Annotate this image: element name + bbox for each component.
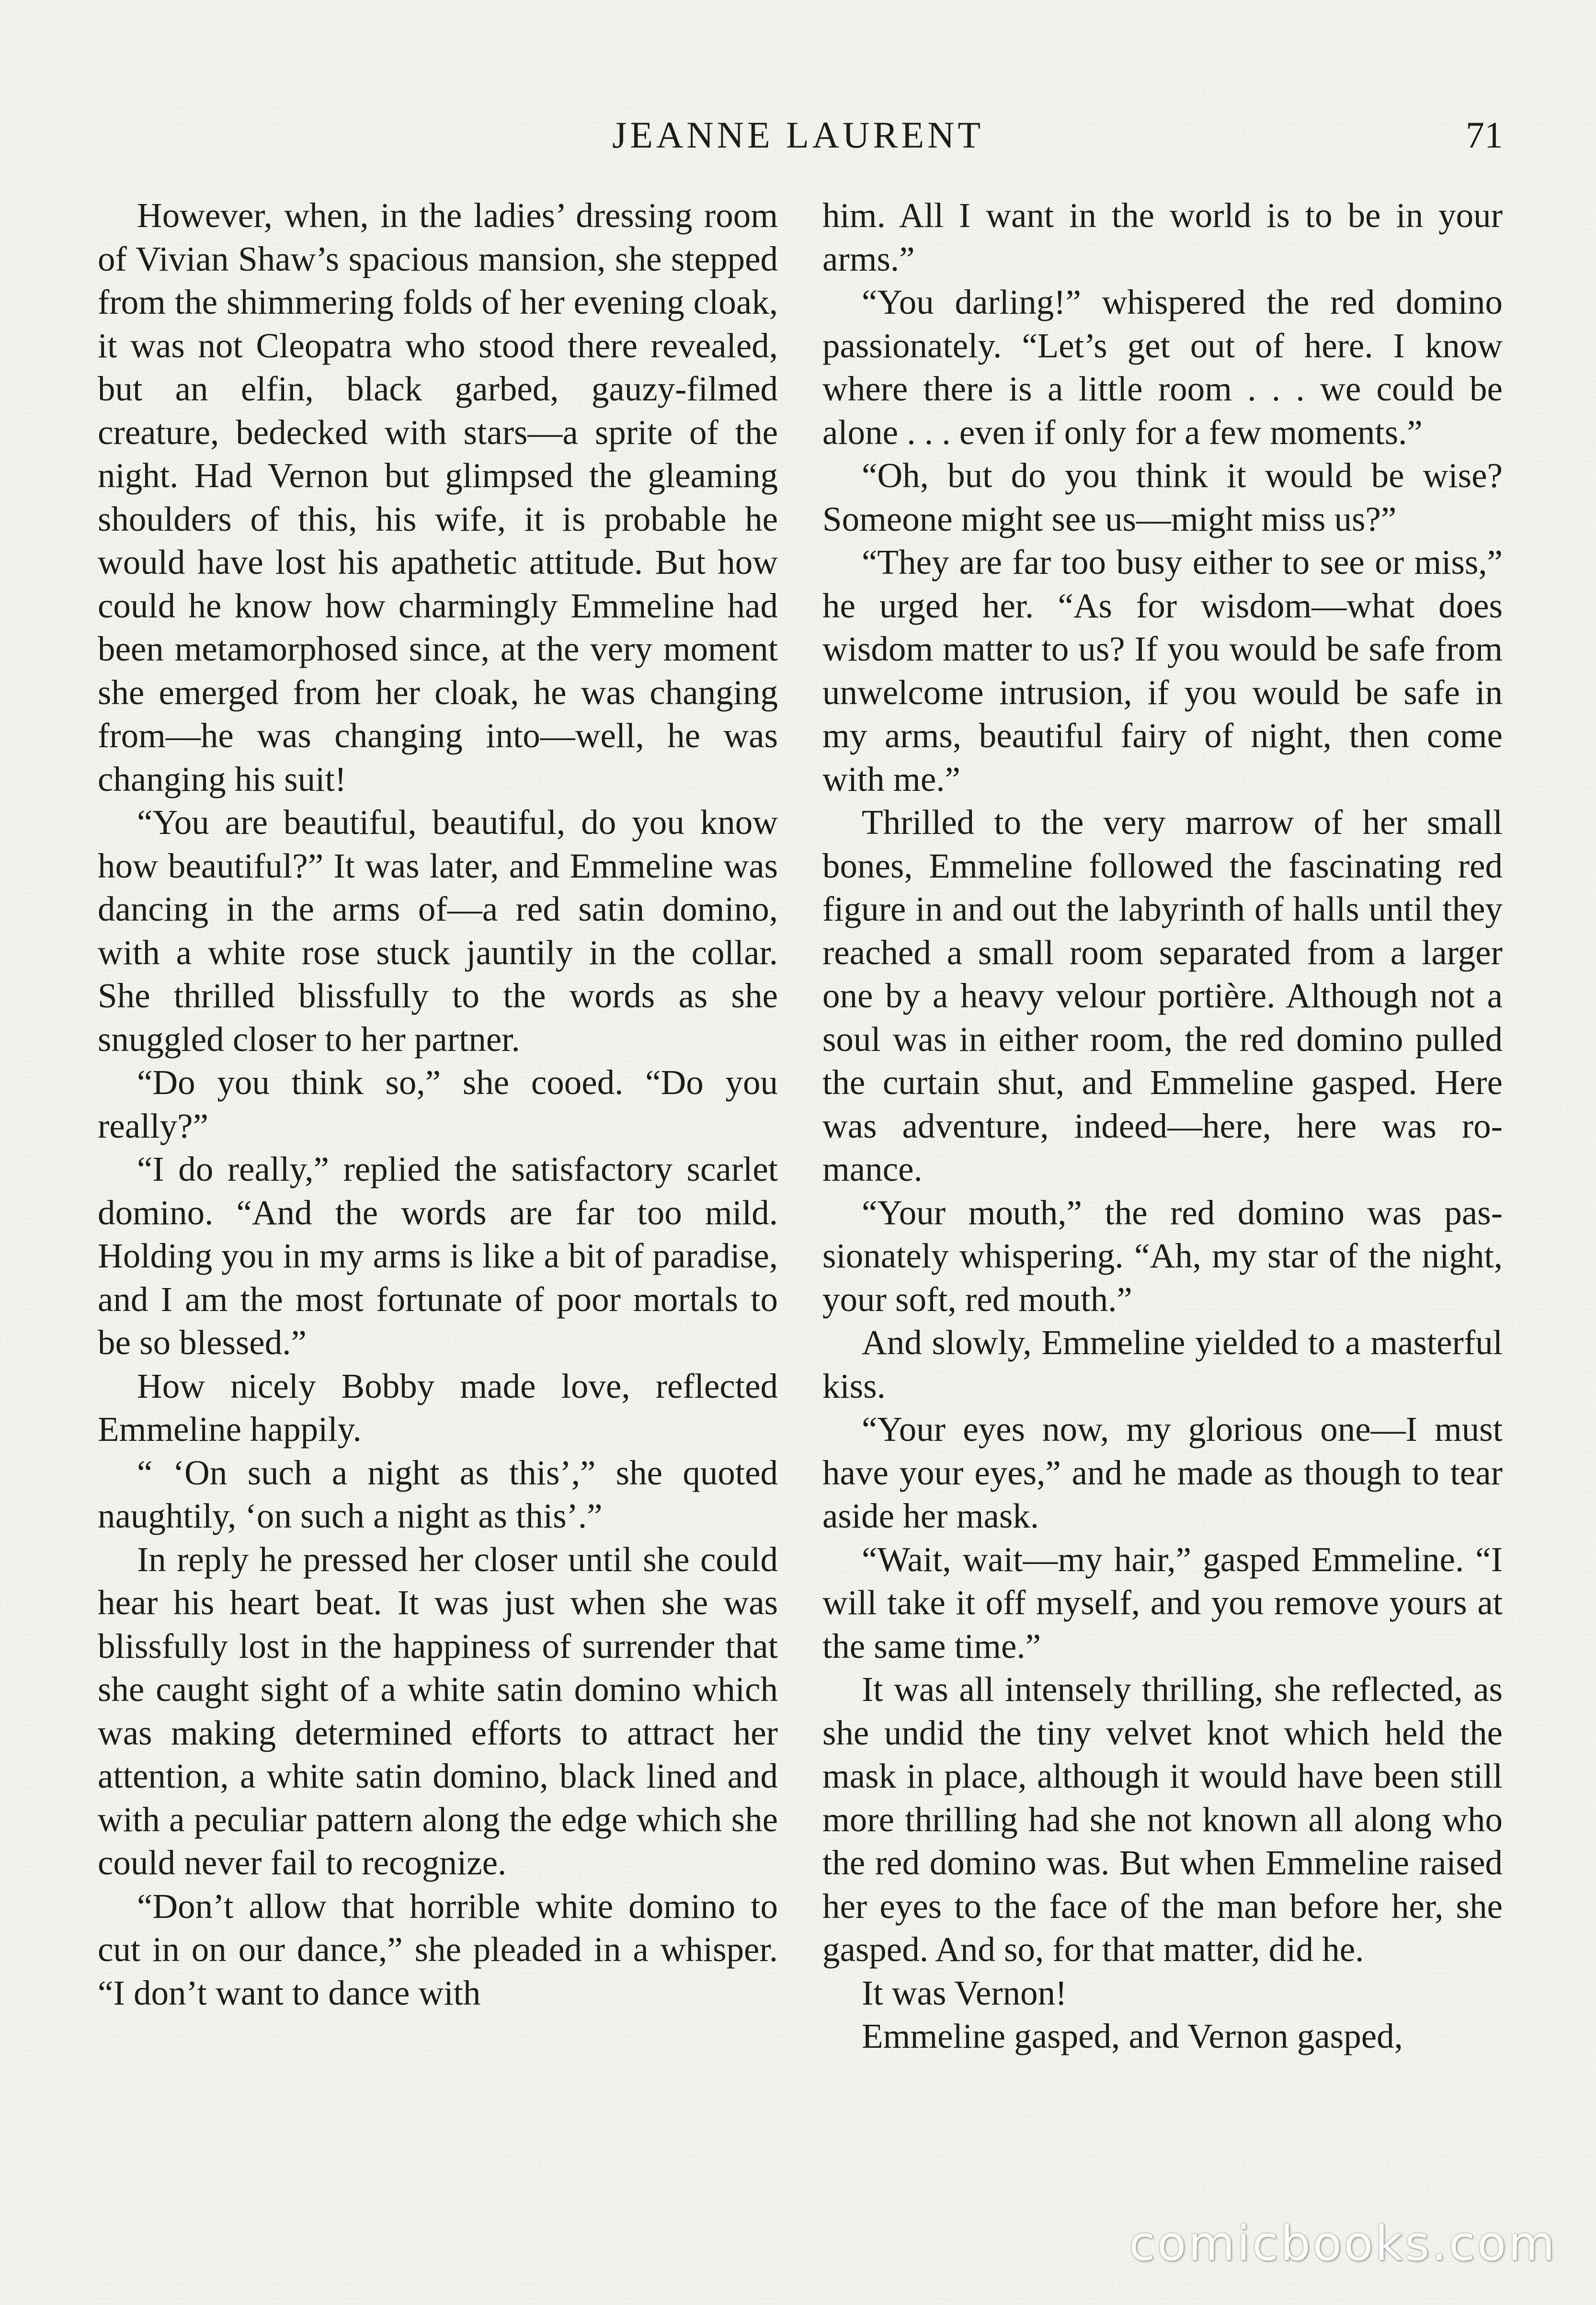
paragraph: “ ‘On such a night as this’,” she quoted naughtily, ‘on such a night as this’.”	[98, 1453, 778, 1535]
page-header	[0, 106, 1596, 164]
paragraph: “Your eyes now, my glorious one—I must have your eyes,” and he made as though to tear aside her mask.	[822, 1410, 1503, 1535]
paragraph: “They are far too busy either to see or miss,” he urged her. “As for wisdom—what does wisdom matter to us? If you would be safe from unwelcome intrusion, if you would be safe in my arms, beautiful fairy of night, then come with me.”	[822, 543, 1503, 799]
paragraph: It was Vernon!	[862, 1973, 1067, 2012]
paragraph: “You are beautiful, beautiful, do you know how beautiful?” It was later, and Emmeline was dancing in the arms of—a red satin domino, with a white rose stuck jauntily in the collar. She thrilled blissfully to the words as she snuggled closer to her partner.	[98, 803, 778, 1059]
paragraph: It was all intensely thrilling, she reflected, as she undid the tiny velvet knot which held the mask in place, although it would have been still more thrilling had she not known all along who the red domino was. But when Emmeline raised her eyes to the face of the man before her, she gasped. And so, for that matter, did he.	[822, 1670, 1503, 1969]
paragraph: In reply he pressed her closer until she could hear his heart beat. It was just when she was blissfully lost in the happiness of surrender that she caught sight of a white satin domino which was making determined efforts to attract her attention, a white satin domino, black lined and with a peculiar pattern along the edge which she could never fail to recognize.	[98, 1540, 778, 1882]
paragraph: “You darling!” whispered the red domino passionately. “Let’s get out of here. I know where there is a little room . . . we could be alone . . . even if only for a few moments.”	[822, 283, 1503, 452]
paragraph: Thrilled to the very marrow of her small bones, Emmeline followed the fascinating red figure in and out the labyrinth of halls until they reached a small room separated from a larger one by a heavy velour portière. Although not a soul was in either room, the red domino pulled the curtain shut, and Emmeline gasped. Here was adventure, indeed—here, here was romance.	[822, 803, 1503, 1188]
left-column	[98, 194, 778, 2015]
right-column	[822, 194, 1503, 2058]
page-number: 71	[1466, 114, 1503, 156]
paragraph: Emmeline gasped, and Vernon gasped,	[862, 2017, 1403, 2055]
paragraph: And slowly, Emmeline yielded to a masterful kiss.	[822, 1323, 1503, 1405]
continued-paragraph: him. All I want in the world is to be in your arms.”	[822, 196, 1503, 278]
paragraph: “Do you think so,” she cooed. “Do you really?”	[98, 1063, 778, 1145]
paragraph: How nicely Bobby made love, reflected Emmeline happily.	[98, 1366, 778, 1449]
paragraph: “Wait, wait—my hair,” gasped Emmeline. “I will take it off myself, and you remove yours at the same time.”	[822, 1540, 1503, 1666]
paragraph: “I do really,” replied the satisfactory scarlet domino. “And the words are far too mild. Holding you in my arms is like a bit of paradise, and I am the most fortunate of poor mortals to be so blessed.”	[98, 1150, 778, 1362]
paragraph: “Your mouth,” the red domino was passionately whispering. “Ah, my star of the night, your soft, red mouth.”	[822, 1193, 1503, 1319]
paragraph: However, when, in the ladies’ dressing room of Vivian Shaw’s spacious mansion, she stepped from the shimmering folds of her evening cloak, it was not Cleopatra who stood there revealed, but an elfin, black garbed, gauzy-filmed creature, bedecked with stars—a sprite of the night. Had Vernon but glimpsed the gleaming shoulders of this, his wife, it is probable he would have lost his apathetic attitude. But how could he know how charmingly Emmeline had been metamorphosed since, at the very moment she emerged from her cloak, he was changing from—he was changing into—well, he was changing his suit!	[98, 196, 778, 799]
site-watermark: comicbooks.com	[1129, 2215, 1557, 2271]
running-title: JEANNE LAURENT	[612, 114, 984, 156]
paragraph: “Don’t allow that horrible white domino to cut in on our dance,” she pleaded in a whisper. “I don’t want to dance with	[98, 1886, 778, 2012]
paragraph: “Oh, but do you think it would be wise? Someone might see us—might miss us?”	[822, 456, 1503, 538]
